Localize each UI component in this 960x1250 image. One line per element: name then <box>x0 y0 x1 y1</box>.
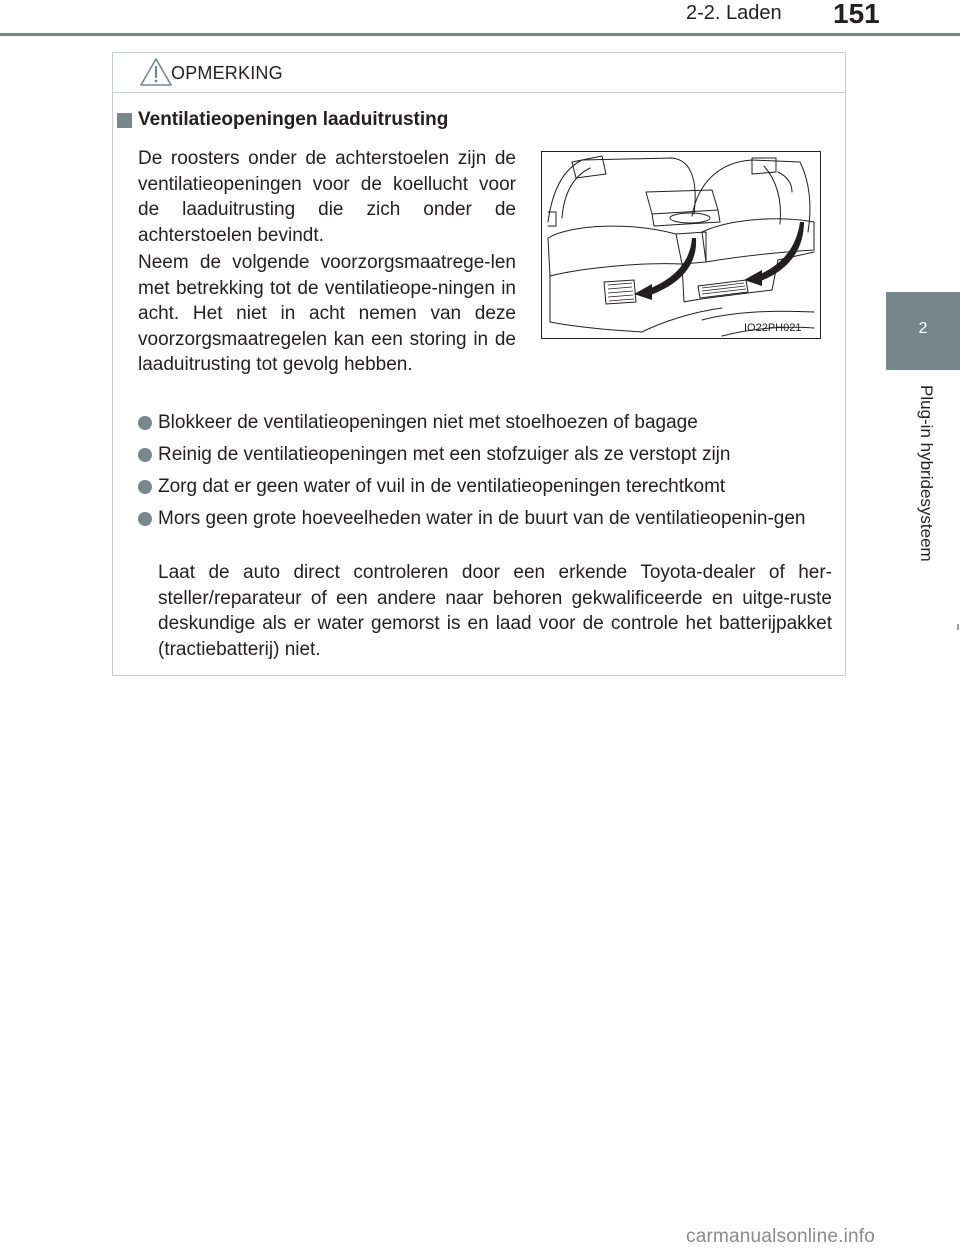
list-item-text: Mors geen grote hoeveelheden water in de buurt van de ventilatieopenin-gen <box>158 508 806 529</box>
precaution-paragraph: Neem de volgende voorzorgsmaatrege-len met betrekking tot de ventilatieope-ningen in acht. Het niet in acht nemen van deze voorzorgsmaatregelen kan een storing in de laaduitrusting tot gevolg hebben. <box>138 252 516 376</box>
warning-triangle-icon <box>139 57 173 87</box>
watermark: carmanualsonline.info <box>686 1226 876 1247</box>
arrow-right <box>744 222 804 286</box>
dealer-check-paragraph: Laat de auto direct controleren door een erkende Toyota-dealer of her-steller/reparateur of een andere naar behoren gekwalificeerde en uitge-ruste deskundige als er water gemorst is en laad voor de controle het batterijpakket (tractiebatterij) niet. <box>158 562 832 660</box>
bullet-icon <box>138 512 152 526</box>
arrow-left <box>634 238 696 300</box>
subheading: Ventilatieopeningen laaduitrusting <box>138 109 449 130</box>
left-vent-grille <box>604 280 636 304</box>
figure-code: IO22PH021 <box>744 322 802 334</box>
subheading-marker <box>117 113 132 128</box>
notice-header <box>113 53 845 93</box>
seat-drawing <box>542 152 821 339</box>
edge-mark <box>957 624 959 630</box>
chapter-tab <box>886 292 960 370</box>
right-vent-grille <box>698 280 748 298</box>
chapter-title: Plug-in hybridesysteem <box>917 385 936 562</box>
bullet-icon <box>138 448 152 462</box>
page-number: 151 <box>833 0 880 29</box>
header-rule <box>0 33 960 36</box>
notice-title: OPMERKING <box>171 63 283 83</box>
rear-seat-vent-illustration <box>541 151 821 339</box>
list-item-text: Zorg dat er geen water of vuil in de ventilatieopeningen terechtkomt <box>158 476 726 497</box>
section-label: 2-2. Laden <box>686 2 782 24</box>
intro-paragraph: De roosters onder de achterstoelen zijn de ventilatieopeningen voor de koellucht voor de laaduitrusting die zich onder de achterstoelen bevindt. <box>138 148 516 246</box>
bullet-icon <box>138 480 152 494</box>
list-item-text: Blokkeer de ventilatieopeningen niet met stoelhoezen of bagage <box>158 412 698 433</box>
bullet-icon <box>138 416 152 430</box>
chapter-number: 2 <box>918 320 928 337</box>
list-item-text: Reinig de ventilatieopeningen met een stofzuiger als ze verstopt zijn <box>158 444 731 465</box>
